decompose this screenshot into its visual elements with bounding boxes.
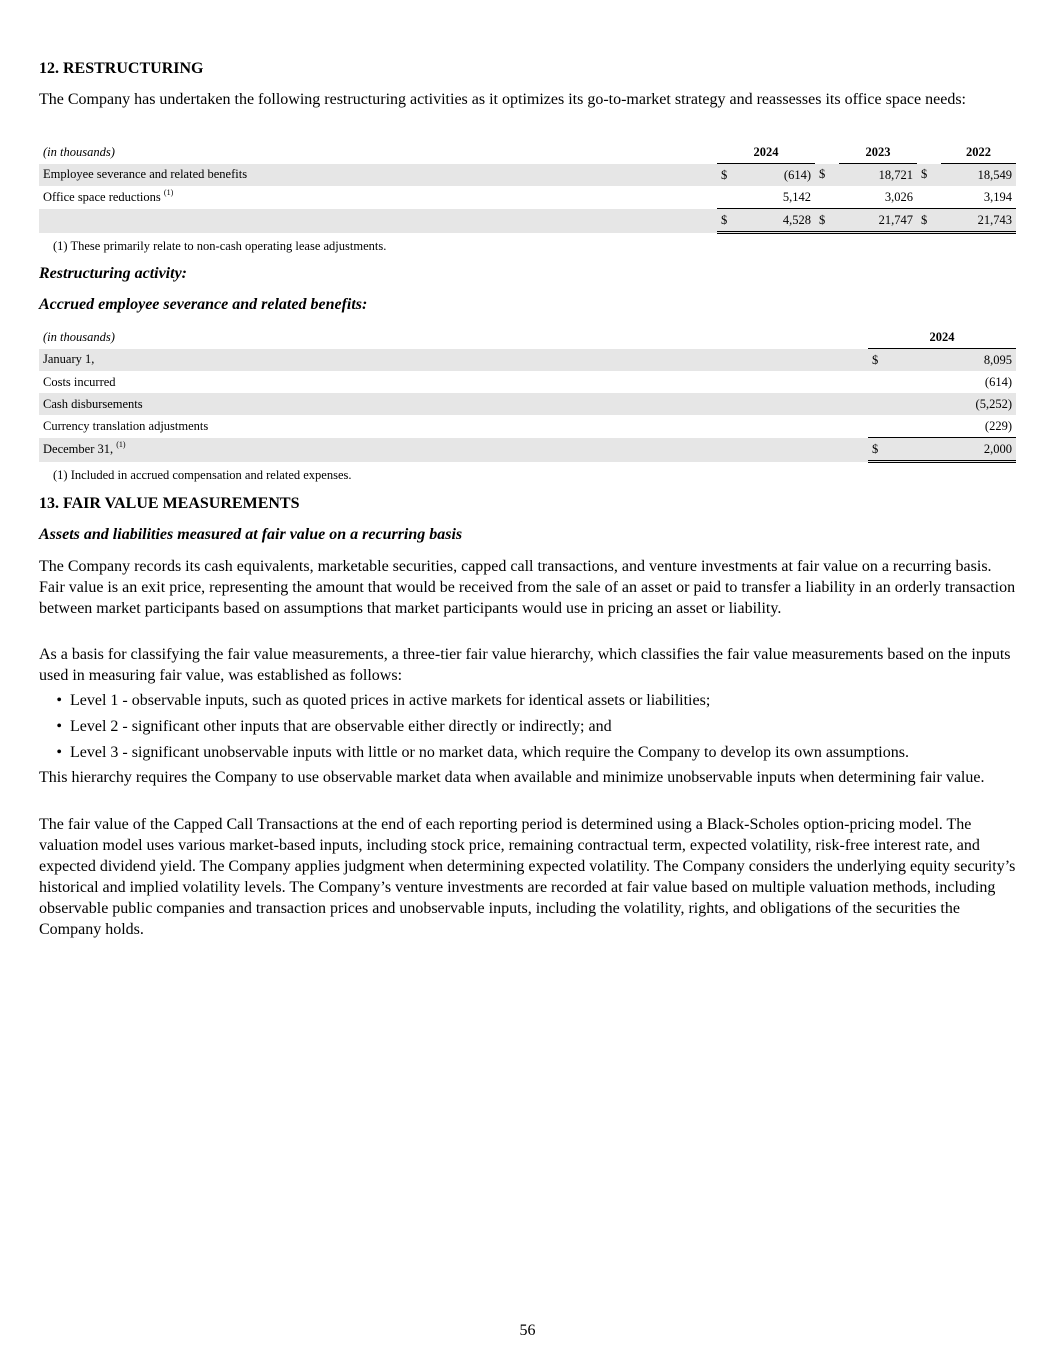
section-12-intro: The Company has undertaken the following restructuring activities as it optimizes its go-to-market strategy and reassesses its office space needs: — [39, 91, 966, 108]
bullet-icon: • — [56, 692, 62, 709]
currency-symbol: $ — [868, 349, 888, 372]
fair-value-subheading: Assets and liabilities measured at fair value on a recurring basis — [39, 526, 463, 543]
list-item: • Level 3 - significant unobservable inputs with little or no market data, which require the Company to develop its own assumptions. — [39, 742, 909, 768]
table-row — [39, 415, 1016, 438]
unit-label: (in thousands) — [43, 144, 115, 159]
accrued-severance-heading: Accrued employee severance and related benefits: — [39, 296, 368, 313]
section-12-heading: 12. RESTRUCTURING — [39, 60, 204, 77]
footnote: (1) Included in accrued compensation and related expenses. — [53, 468, 352, 482]
currency-symbol: $ — [917, 209, 941, 233]
cell-value: 5,142 — [782, 189, 811, 204]
cell-value: 3,026 — [884, 189, 913, 204]
restructuring-table-header — [39, 141, 1016, 164]
paragraph: This hierarchy requires the Company to use observable market data when available and minimize unobservable inputs when determining fair value. — [39, 769, 985, 786]
row-label — [39, 209, 717, 233]
cell-value: 21,743 — [941, 209, 1016, 233]
currency-symbol: $ — [868, 438, 888, 462]
year-header: 2023 — [839, 141, 917, 164]
row-label: Costs incurred — [43, 374, 116, 389]
fair-value-levels-list — [39, 690, 909, 768]
table-row — [39, 393, 1016, 415]
currency-symbol — [815, 186, 839, 209]
cell-value: (614) — [984, 374, 1012, 389]
cell-value: 18,721 — [839, 164, 917, 187]
row-label: December 31, $^{(1)}$ — [39, 438, 868, 462]
list-item: • Level 1 - observable inputs, such as quoted prices in active markets for identical assets or liabilities; — [39, 690, 909, 716]
accrued-table-header — [39, 326, 1016, 349]
restructuring-activity-heading: Restructuring activity: — [39, 265, 187, 282]
cell-value: (614) — [737, 164, 815, 187]
currency-symbol — [717, 186, 737, 209]
currency-symbol — [868, 393, 888, 415]
row-label: Currency translation adjustments — [43, 418, 209, 433]
page-number: 56 — [519, 1322, 536, 1339]
year-header: 2024 — [717, 141, 815, 164]
table-row — [39, 164, 1016, 187]
bullet-icon: • — [56, 744, 62, 761]
currency-symbol — [868, 415, 888, 438]
currency-symbol: $ — [815, 209, 839, 233]
year-header: 2022 — [941, 141, 1016, 164]
currency-symbol: $ — [717, 209, 737, 233]
cell-value: 18,549 — [941, 164, 1016, 187]
currency-symbol: $ — [917, 164, 941, 187]
paragraph: The fair value of the Capped Call Transactions at the end of each reporting period is determined using a Black-Scholes option-pricing model. The valuation model uses various market-based inputs, including stock price, remaining contractual term, expected volatility, risk-free interest rate, and expected dividend yield. The Company applies judgment when determining expected volatility. The Company considers the underlying equity security’s historical and implied volatility levels. The Company’s venture investments are recorded at fair value based on multiple valuation methods, including observable public companies and transaction prices and unobservable inputs, including the volatility, rights, and obligations of the securities the Company holds. — [39, 816, 1016, 938]
unit-label: (in thousands) — [43, 329, 115, 344]
footnote-marker: (1) — [163, 187, 174, 197]
table-row — [39, 349, 1016, 372]
restructuring-table — [39, 141, 1016, 234]
row-label: Employee severance and related benefits — [39, 164, 717, 187]
year-header: 2024 — [868, 326, 1016, 349]
row-label: Office space reductions $^{(1)}$ — [43, 187, 174, 204]
table-total-row — [39, 438, 1016, 462]
section-13-heading: 13. FAIR VALUE MEASUREMENTS — [39, 495, 300, 512]
table-row — [39, 371, 1016, 393]
currency-symbol: $ — [717, 164, 737, 187]
paragraph: As a basis for classifying the fair value measurements, a three-tier fair value hierarchy, which classifies the fair value measurements based on the inputs used in measuring fair value, was established as follows: — [39, 646, 1011, 684]
footnote-marker: (1) — [116, 440, 126, 449]
table-row — [39, 186, 1016, 209]
cell-value: 4,528 — [737, 209, 815, 233]
row-label: January 1, — [39, 349, 868, 372]
currency-symbol: $ — [815, 164, 839, 187]
accrued-severance-table — [39, 326, 1016, 463]
cell-value: (5,252) — [888, 393, 1016, 415]
list-item: • Level 2 - significant other inputs that are observable either directly or indirectly; and — [39, 716, 909, 742]
currency-symbol — [868, 371, 888, 393]
cell-value: 2,000 — [888, 438, 1016, 462]
footnote: (1) These primarily relate to non-cash operating lease adjustments. — [53, 239, 387, 253]
currency-symbol — [917, 186, 941, 209]
cell-value: (229) — [984, 418, 1012, 433]
row-label: Cash disbursements — [39, 393, 868, 415]
cell-value: 21,747 — [839, 209, 917, 233]
table-total-row — [39, 209, 1016, 233]
paragraph: The Company records its cash equivalents, marketable securities, capped call transactions, and venture investments at fair value on a recurring basis. Fair value is an exit price, representing the amount that would be received from the sale of an asset or paid to transfer a liability in an orderly transaction between market participants based on assumptions that market participants would use in pricing an asset or liability. — [39, 558, 1016, 617]
cell-value: 8,095 — [888, 349, 1016, 372]
cell-value: 3,194 — [983, 189, 1012, 204]
bullet-icon: • — [56, 718, 62, 735]
